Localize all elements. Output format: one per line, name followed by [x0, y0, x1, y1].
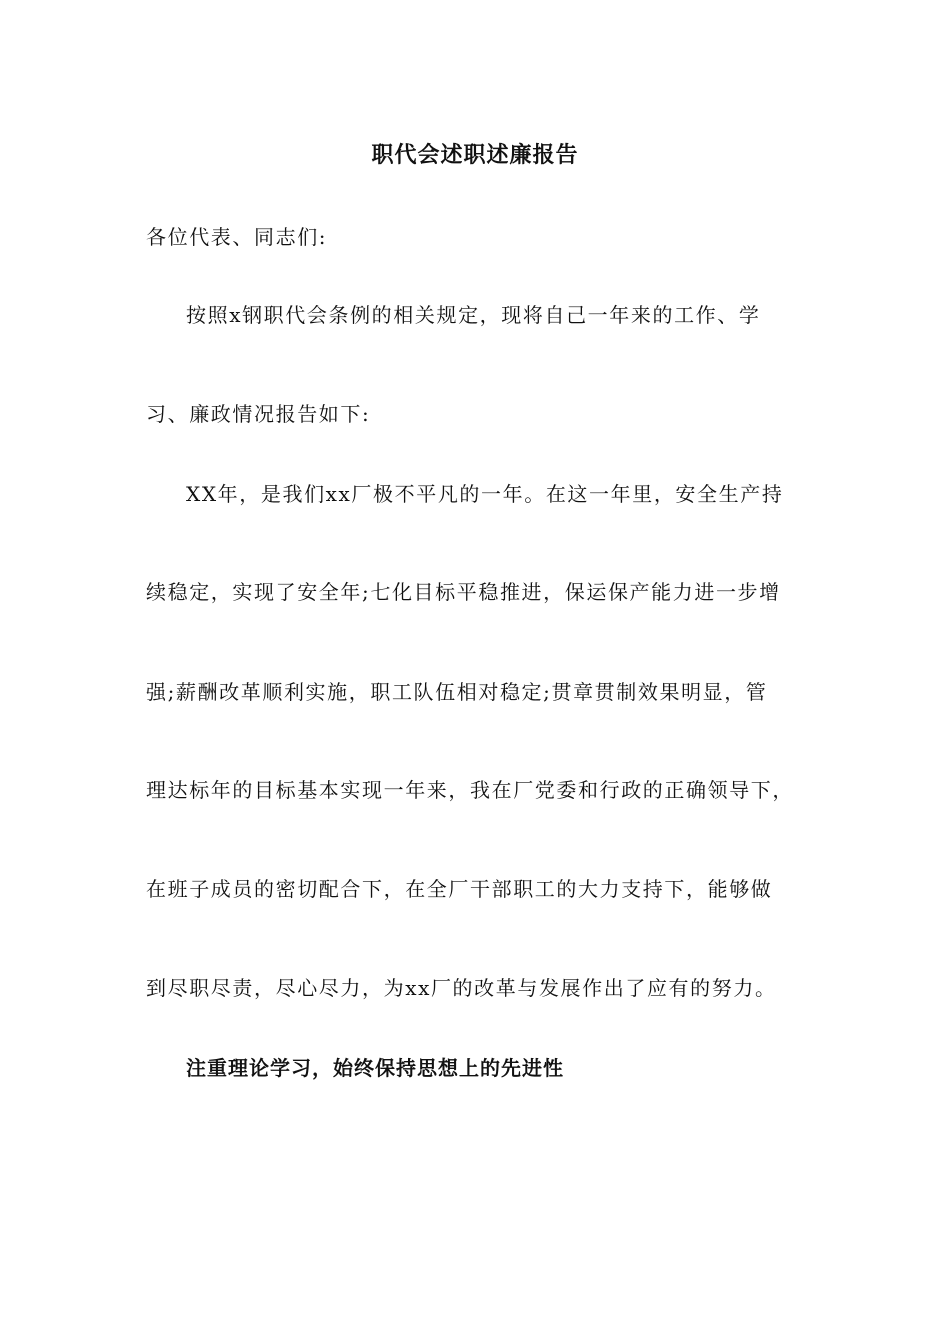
salutation: 各位代表、同志们:	[146, 225, 328, 249]
paragraph-2-line-1: XX年，是我们xx厂极不平凡的一年。在这一年里，安全生产持	[186, 482, 784, 506]
document-title: 职代会述职述廉报告	[371, 142, 579, 168]
paragraph-2-line-2: 续稳定，实现了安全年;七化目标平稳推进，保运保产能力进一步增	[146, 580, 781, 604]
section-heading: 注重理论学习，始终保持思想上的先进性	[186, 1056, 564, 1080]
paragraph-2-line-5: 在班子成员的密切配合下，在全厂干部职工的大力支持下，能够做	[146, 877, 773, 901]
paragraph-2-line-3: 强;薪酬改革顺利实施，职工队伍相对稳定;贯章贯制效果明显，管	[146, 680, 768, 704]
paragraph-1-line-2: 习、廉政情况报告如下:	[146, 402, 371, 426]
paragraph-2-line-4: 理达标年的目标基本实现一年来，我在厂党委和行政的正确领导下，	[146, 778, 794, 802]
paragraph-2-line-6: 到尽职尽责，尽心尽力，为xx厂的改革与发展作出了应有的努力。	[146, 976, 777, 1000]
paragraph-1-line-1: 按照x钢职代会条例的相关规定，现将自己一年来的工作、学	[186, 303, 761, 327]
